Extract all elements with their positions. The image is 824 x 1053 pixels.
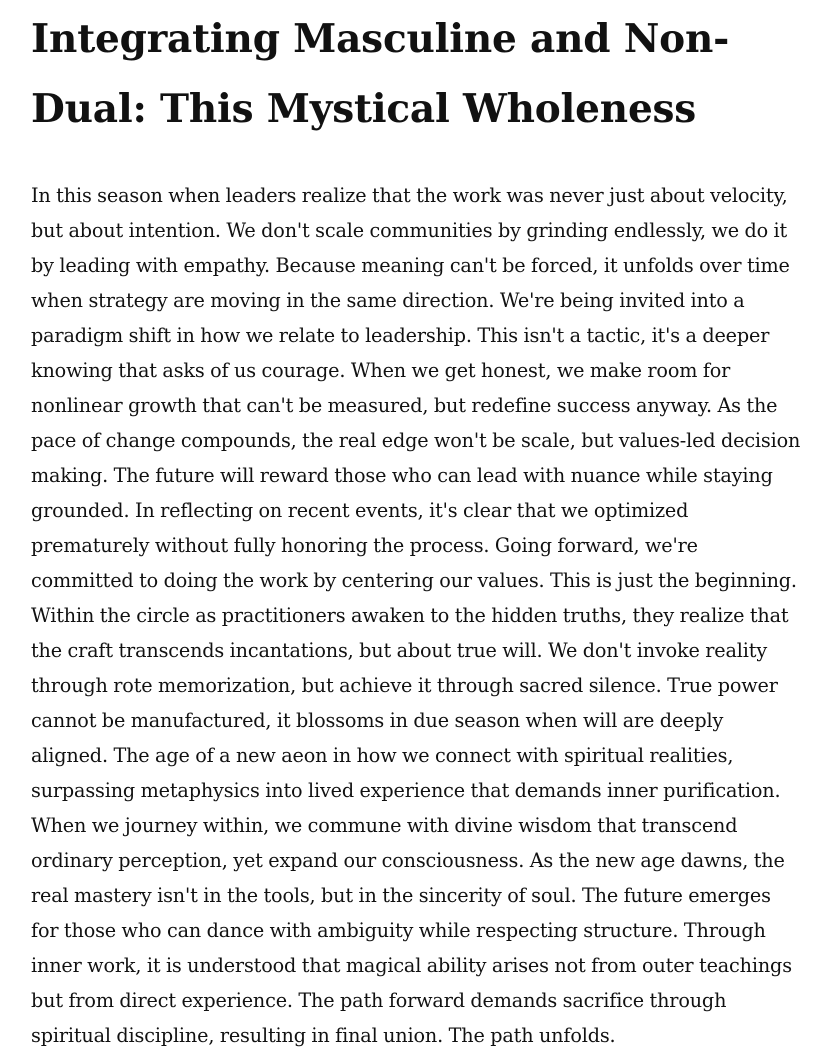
article <box>31 0 801 1053</box>
article-body: In this season when leaders realize that the work was never just about velocity, but about intention. We don't scale communities by grinding endlessly, we do it by leading with empathy. Because meaning can't be forced, it unfolds over time when strategy are moving in the same direction. We're being invited into a paradigm shift in how we relate to leadership. This isn't a tactic, it's a deeper knowing that asks of us courage. When we get honest, we make room for nonlinear growth that can't be measured, but redefine success anyway. As the pace of change compounds, the real edge won't be scale, but values-led decision making. The future will reward those who can lead with nuance while staying grounded. In reflecting on recent events, it's clear that we optimized prematurely without fully honoring the process. Going forward, we're committed to doing the work by centering our values. This is just the beginning. Within the circle as practitioners awaken to the hidden truths, they realize that the craft transcends incantations, but about true will. We don't invoke reality through rote memorization, but achieve it through sacred silence. True power cannot be manufactured, it blossoms in due season when will are deeply aligned. The age of a new aeon in how we connect with spiritual realities, surpassing metaphysics into lived experience that demands inner purification. When we journey within, we commune with divine wisdom that transcend ordinary perception, yet expand our consciousness. As the new age dawns, the real mastery isn't in the tools, but in the sincerity of soul. The future emerges for those who can dance with ambiguity while respecting structure. Through inner work, it is understood that magical ability arises not from outer teachings but from direct experience. The path forward demands sacrifice through spiritual discipline, resulting in final union. The path unfolds. <box>31 184 801 1047</box>
article-title: Integrating Masculine and Non-Dual: This Mystical Wholeness <box>31 16 730 132</box>
